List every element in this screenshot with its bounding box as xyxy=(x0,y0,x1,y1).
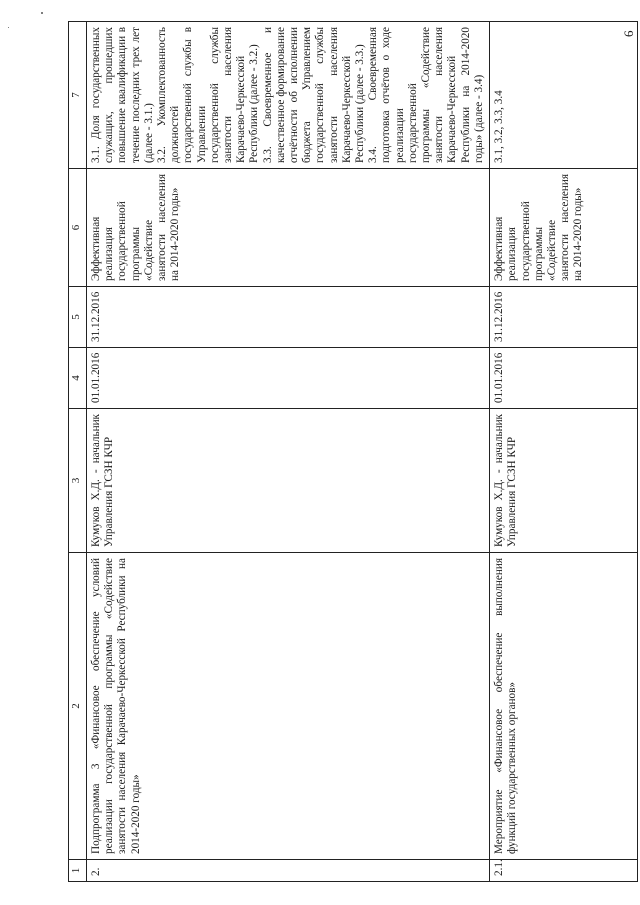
row-end-date: 31.12.2016 xyxy=(87,287,490,348)
row-result: Эффективная реализация государственной программы «Содействие занятости населения на 2014-2020 годы» xyxy=(87,169,490,287)
row-indicators: 3.1, 3.2, 3.3, 3.4 xyxy=(490,22,638,169)
program-table xyxy=(68,21,638,882)
header-cell: 2 xyxy=(69,553,87,860)
header-cell: 1 xyxy=(69,860,87,882)
row-end-date: 31.12.2016 xyxy=(490,287,638,348)
table-row xyxy=(490,22,638,882)
row-number: 2. xyxy=(87,860,490,882)
page-number: 6 xyxy=(621,30,636,37)
header-cell: 7 xyxy=(69,22,87,169)
row-responsible: Кумуков Х.Д. - начальник Управления ГСЗН КЧР xyxy=(490,409,638,553)
header-cell: 5 xyxy=(69,287,87,348)
row-name: Мероприятие «Финансовое обеспечение выполнения функций государственных органов» xyxy=(490,553,638,860)
row-result: Эффективная реализация государственной программы «Содействие занятости населения на 2014-2020 годы» xyxy=(490,169,638,287)
row-indicators: 3.1. Доля государственных служащих, прошедших повышение квалификации в течение последних трех лет (далее - 3.1.) 3.2. Укомплектованность должностей государственной службы в Управлении государственной службы занятости населения Карачаево-Черкесской Республики (далее - 3.2.) 3.3. Своевременное и качественное формирование отчётности об исполнении бюджета Управлением государственной службы занятости населения Карачаево-Черкесской Республики (далее - 3.3.) 3.4. Своевременная подготовка отчётов о ходе реализации государственной программы «Содействие занятости населения Карачаево-Черкесской Республики на 2014-2020 годы» (далее - 3.4) xyxy=(87,22,490,169)
row-start-date: 01.01.2016 xyxy=(490,348,638,409)
header-cell: 6 xyxy=(69,169,87,287)
row-name: Подпрограмма 3 «Финансовое обеспечение условий реализации государственной программы «Содействие занятости населения Карачаево-Черкесской Республики на 2014-2020 годы» xyxy=(87,553,490,860)
header-row xyxy=(69,22,87,882)
header-cell: 4 xyxy=(69,348,87,409)
row-number: 2.1. xyxy=(490,860,638,882)
table-row xyxy=(87,22,490,882)
row-start-date: 01.01.2016 xyxy=(87,348,490,409)
row-responsible: Кумуков Х.Д. - начальник Управления ГСЗН КЧР xyxy=(87,409,490,553)
header-cell: 3 xyxy=(69,409,87,553)
